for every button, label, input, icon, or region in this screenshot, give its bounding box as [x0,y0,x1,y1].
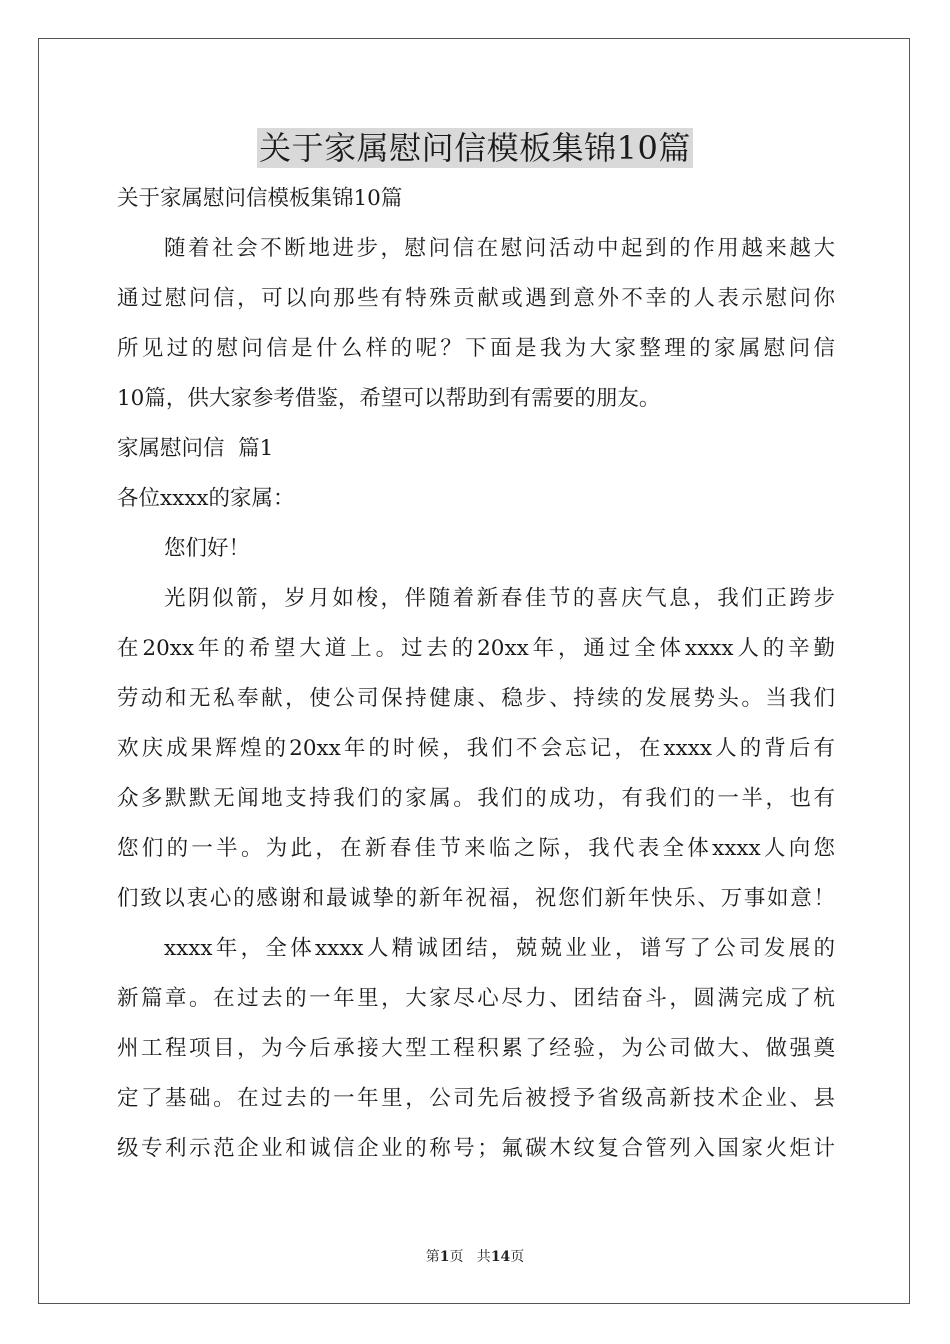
text-line: 欢庆成果辉煌的20xx年的时候，我们不会忘记，在xxxx人的背后有 [117,736,835,761]
document-subtitle: 关于家属慰问信模板集锦10篇 [117,186,403,211]
footer-page-number: 1 [439,1249,450,1265]
title-container [0,128,950,168]
page-footer [0,1246,950,1266]
document-body [117,174,835,1174]
text-line: 10篇，供大家参考借鉴，希望可以帮助到有需要的朋友。 [117,386,661,411]
text-line: 劳动和无私奉献，使公司保持健康、稳步、持续的发展势头。当我们 [117,686,835,711]
text-line: 众多默默无闻地支持我们的家属。我们的成功，有我们的一半，也有 [117,786,835,811]
text-line: 随着社会不断地进步，慰问信在慰问活动中起到的作用越来越大 [164,236,835,261]
footer-total-pages: 14 [490,1249,511,1265]
text-line: 定了基础。在过去的一年里，公司先后被授予省级高新技术企业、县 [117,1086,835,1111]
text-line: 们致以衷心的感谢和最诚挚的新年祝福，祝您们新年快乐、万事如意！ [117,886,835,911]
text-line: 新篇章。在过去的一年里，大家尽心尽力、团结奋斗，圆满完成了杭 [117,986,835,1011]
text-line: 光阴似箭，岁月如梭，伴随着新春佳节的喜庆气息，我们正跨步 [164,586,835,611]
text-line: xxxx年，全体xxxx人精诚团结，兢兢业业，谱写了公司发展的 [164,936,835,961]
footer-prefix: 第 [425,1249,440,1265]
text-line: 您们好！ [164,536,251,561]
text-line: 级专利示范企业和诚信企业的称号；氟碳木纹复合管列入国家火炬计 [117,1136,835,1161]
document-title: 关于家属慰问信模板集锦10篇 [259,129,691,167]
text-line: 您们的一半。为此，在新春佳节来临之际，我代表全体xxxx人向您 [117,836,835,861]
text-line: 各位xxxx的家属： [117,486,295,511]
paragraph-lines [117,224,835,1174]
text-line: 家属慰问信 篇1 [117,436,274,461]
footer-mid: 页 共 [449,1249,491,1265]
text-line: 在20xx年的希望大道上。过去的20xx年，通过全体xxxx人的辛勤 [117,636,835,661]
text-line: 所见过的慰问信是什么样的呢？下面是我为大家整理的家属慰问信 [117,336,835,361]
footer-suffix: 页 [510,1249,525,1265]
text-line: 州工程项目，为今后承接大型工程积累了经验，为公司做大、做强奠 [117,1036,835,1061]
text-line: 通过慰问信，可以向那些有特殊贡献或遇到意外不幸的人表示慰问你 [117,286,835,311]
